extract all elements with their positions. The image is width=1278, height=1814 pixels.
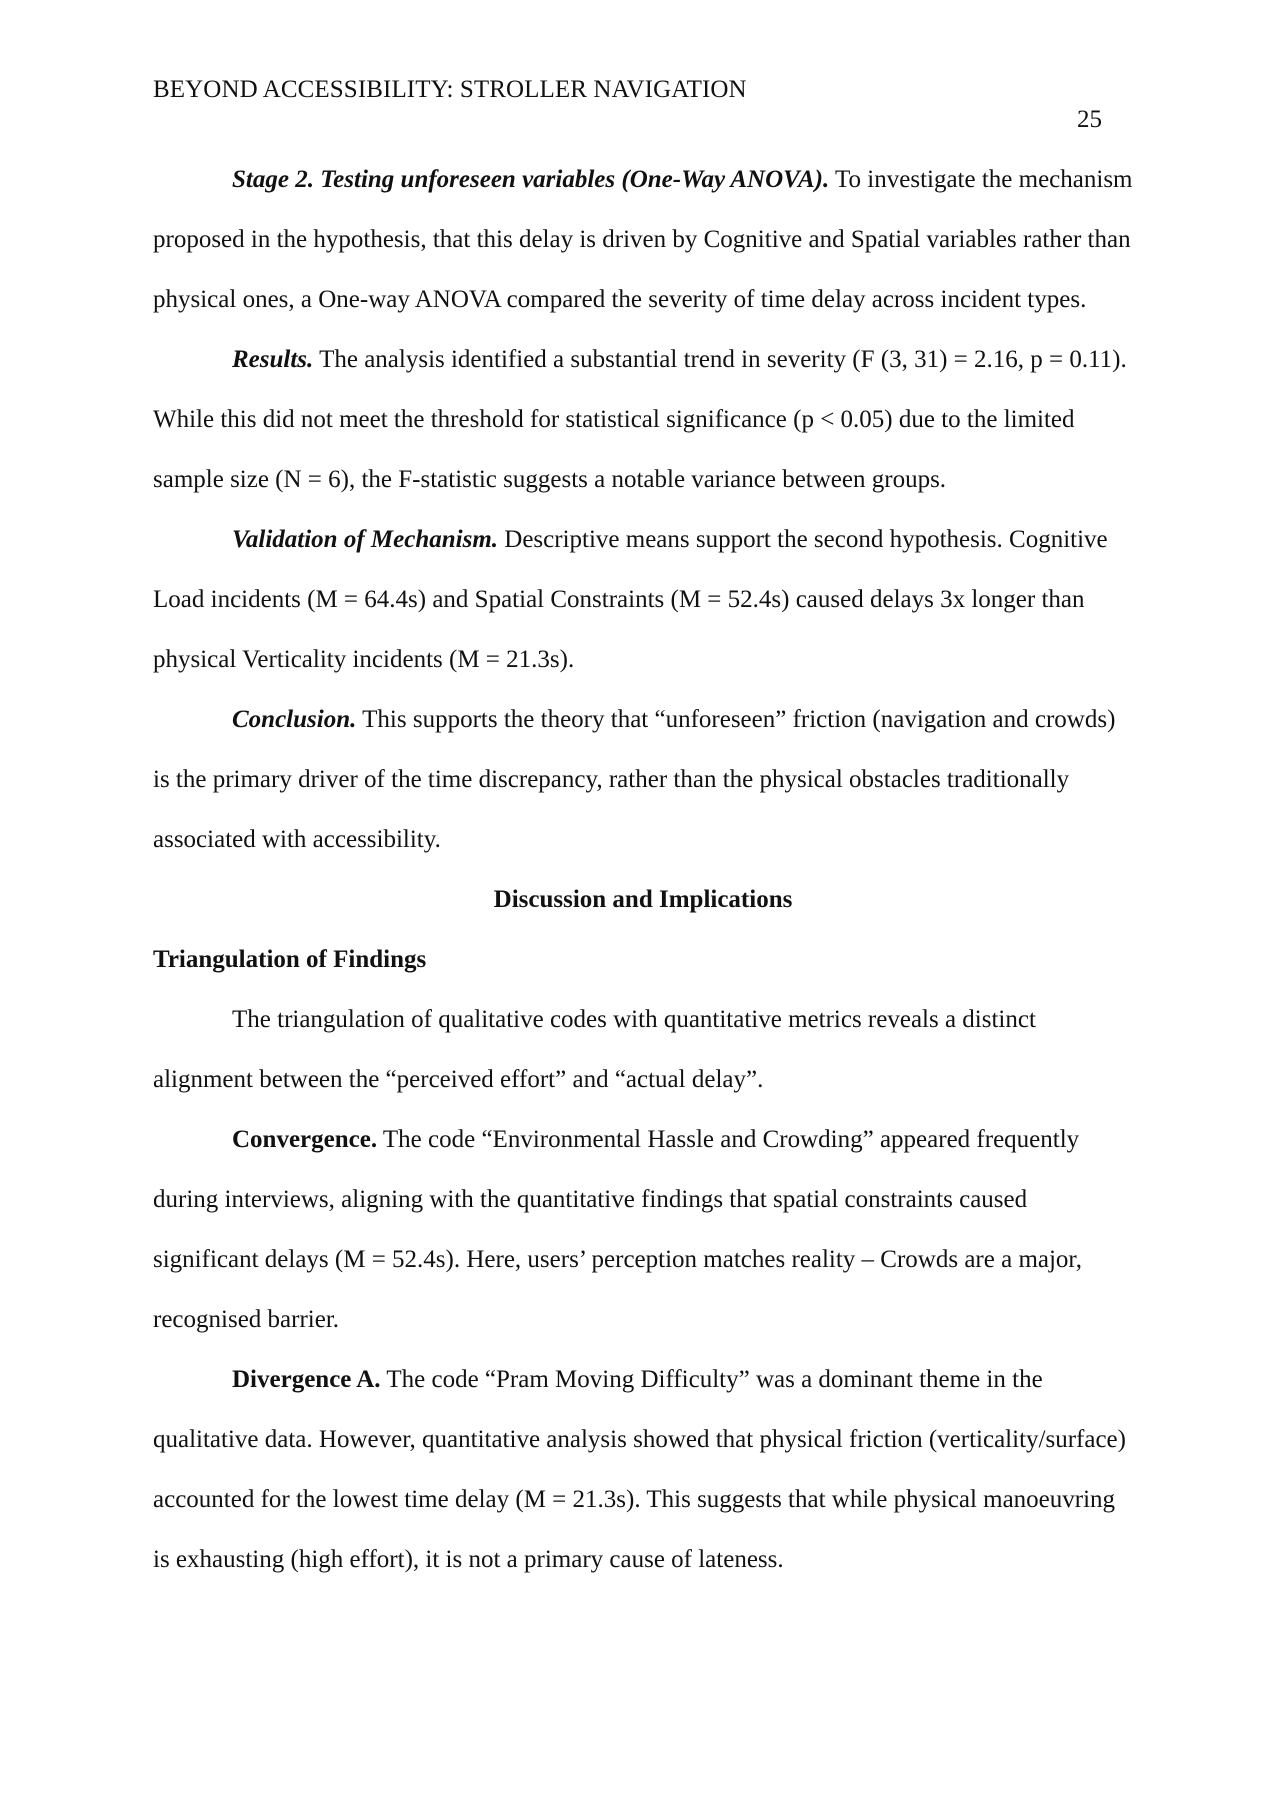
paragraph-text-results: The analysis identified a substantial trend in severity (F (3, 31) = 2.16, p = 0.11). While this did not meet the threshold for statistical significance (p < 0.05) due to the limited sample size (N = 6), the F-statistic suggests a notable variance between groups.: [153, 346, 1127, 493]
paragraph-stage-2: [153, 150, 1133, 330]
paragraph-text-conclusion: This supports the theory that “unforeseen” friction (navigation and crowds) is the primary driver of the time discrepancy, rather than the physical obstacles traditionally associated with accessibility.: [153, 706, 1116, 853]
paragraph-heading-convergence: Convergence.: [232, 1126, 378, 1153]
paragraph-validation: [153, 510, 1133, 690]
body-text: [153, 150, 1133, 1590]
paragraph-text-stage-2: To investigate the mechanism proposed in the hypothesis, that this delay is driven by Cognitive and Spatial variables rather than physical ones, a One-way ANOVA compared the severity of time delay across incident types.: [153, 166, 1133, 313]
paragraph-heading-validation: Validation of Mechanism.: [232, 526, 499, 553]
paragraph-heading-results: Results.: [232, 346, 314, 373]
running-head: BEYOND ACCESSIBILITY: STROLLER NAVIGATION: [153, 76, 747, 103]
paragraph-results: [153, 330, 1133, 510]
paragraph-divergence-a: [153, 1350, 1133, 1590]
paragraph-text-convergence: The code “Environmental Hassle and Crowding” appeared frequently during interviews, aligning with the quantitative findings that spatial constraints caused significant delays (M = 52.4s). Here, users’ perception matches reality – Crowds are a major, recognised barrier.: [153, 1126, 1083, 1333]
paragraph-heading-stage-2: Stage 2. Testing unforeseen variables (One-Way ANOVA).: [232, 166, 830, 193]
paragraph-text-divergence-a: The code “Pram Moving Difficulty” was a dominant theme in the qualitative data. However, quantitative analysis showed that physical friction (verticality/surface) accounted for the lowest time delay (M = 21.3s). This suggests that while physical manoeuvring is exhausting (high effort), it is not a primary cause of lateness.: [153, 1366, 1126, 1573]
paragraph-convergence: [153, 1110, 1133, 1350]
paragraph-triangulation-intro: The triangulation of qualitative codes with quantitative metrics reveals a distinct alignment between the “perceived effort” and “actual delay”.: [153, 1006, 1036, 1093]
paragraph-heading-divergence-a: Divergence A.: [232, 1366, 381, 1393]
subsection-heading: Triangulation of Findings: [153, 946, 427, 973]
paragraph-conclusion: [153, 690, 1133, 870]
paragraph-text-validation: Descriptive means support the second hypothesis. Cognitive Load incidents (M = 64.4s) and Spatial Constraints (M = 52.4s) caused delays 3x longer than physical Verticality incidents (M = 21.3s).: [153, 526, 1108, 673]
paragraph-heading-conclusion: Conclusion.: [232, 706, 357, 733]
page-number: 25: [1077, 106, 1102, 133]
section-heading: Discussion and Implications: [493, 886, 793, 913]
